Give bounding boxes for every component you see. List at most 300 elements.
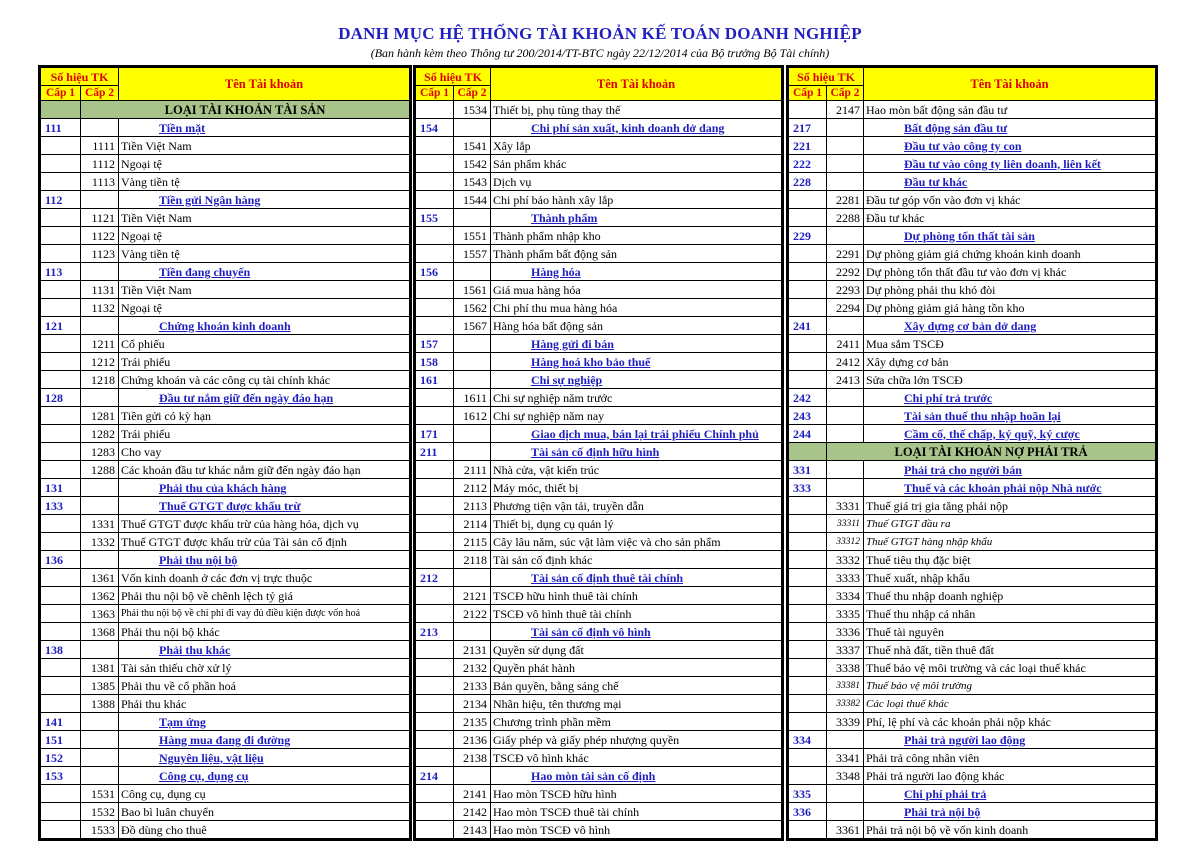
account-code-level-2: 2132 [454, 659, 491, 677]
account-code-level-2: 1121 [81, 209, 119, 227]
account-code-level-1-empty [789, 245, 827, 263]
account-name: Tài sản cố định vô hình [491, 623, 782, 641]
account-code-level-2-empty [454, 443, 491, 461]
account-name: Thuế GTGT hàng nhập khẩu [864, 533, 1156, 551]
account-code-level-1: 112 [41, 191, 81, 209]
account-code-level-2: 1361 [81, 569, 119, 587]
account-code-level-1: 152 [41, 749, 81, 767]
account-row-level-2 [416, 389, 782, 407]
account-row-level-1 [789, 425, 1156, 443]
account-code-level-1-empty [416, 659, 454, 677]
account-code-level-2-empty [454, 263, 491, 281]
account-code-level-1-empty [41, 137, 81, 155]
account-code-level-1-empty [416, 155, 454, 173]
account-row-level-2 [416, 137, 782, 155]
account-code-level-2: 1112 [81, 155, 119, 173]
account-code-level-1-empty [789, 641, 827, 659]
account-code-level-2: 2412 [827, 353, 864, 371]
account-code-level-2: 1111 [81, 137, 119, 155]
account-code-level-2-empty [81, 749, 119, 767]
account-row-level-2 [789, 767, 1156, 785]
account-code-level-2: 1288 [81, 461, 119, 479]
account-name: Tiền đang chuyển [119, 263, 410, 281]
account-code-level-2: 2288 [827, 209, 864, 227]
account-name: TSCĐ vô hình khác [491, 749, 782, 767]
account-code-level-1-empty [789, 749, 827, 767]
account-code-level-2: 1332 [81, 533, 119, 551]
account-code-level-2-empty [827, 155, 864, 173]
header-ten-tai-khoan: Tên Tài khoản [864, 68, 1156, 101]
account-code-level-2: 1331 [81, 515, 119, 533]
account-name: Thuế xuất, nhập khẩu [864, 569, 1156, 587]
account-name: Chi phí phải trả [864, 785, 1156, 803]
account-name: Nhãn hiệu, tên thương mại [491, 695, 782, 713]
account-row-level-2 [41, 785, 410, 803]
account-table-column-1 [38, 65, 412, 841]
account-code-level-2-empty [454, 569, 491, 587]
account-name: Đầu tư vào công ty liên doanh, liên kết [864, 155, 1156, 173]
account-row-level-2 [789, 659, 1156, 677]
account-code-level-2: 2113 [454, 497, 491, 515]
account-name: Phải thu nội bộ [119, 551, 410, 569]
account-row-level-1 [789, 137, 1156, 155]
account-code-level-1-empty [41, 425, 81, 443]
account-code-level-2: 3339 [827, 713, 864, 731]
account-row-level-1 [41, 263, 410, 281]
account-name: Quyền sử dụng đất [491, 641, 782, 659]
account-name: Chi phí trả trước [864, 389, 1156, 407]
account-row-level-2 [789, 551, 1156, 569]
header-cap-2: Cấp 2 [81, 86, 119, 101]
account-code-level-1-empty [416, 389, 454, 407]
account-code-level-2-empty [454, 335, 491, 353]
account-code-level-1-empty [41, 209, 81, 227]
account-row-level-1 [416, 623, 782, 641]
account-row-level-2 [789, 353, 1156, 371]
account-code-level-1-empty [416, 515, 454, 533]
account-name: Chi phí sản xuất, kinh doanh dở dang [491, 119, 782, 137]
account-name: Thuế bảo vệ môi trường [864, 677, 1156, 695]
account-row-level-1 [41, 641, 410, 659]
account-code-level-1-empty [789, 335, 827, 353]
account-code-level-1-empty [41, 785, 81, 803]
account-name: Dự phòng giảm giá hàng tồn kho [864, 299, 1156, 317]
account-code-level-1-empty [41, 299, 81, 317]
account-code-level-1-empty [41, 353, 81, 371]
account-code-level-1-empty [789, 713, 827, 731]
account-code-level-2: 2292 [827, 263, 864, 281]
account-code-level-2: 3333 [827, 569, 864, 587]
account-code-level-1-empty [41, 569, 81, 587]
account-code-level-1-empty [41, 515, 81, 533]
account-row-level-2 [789, 677, 1156, 695]
account-row-level-1 [789, 731, 1156, 749]
account-name: Dự phòng tổn thất đầu tư vào đơn vị khác [864, 263, 1156, 281]
account-row-level-2 [41, 155, 410, 173]
account-code-level-2: 1385 [81, 677, 119, 695]
account-name: Đồ dùng cho thuê [119, 821, 410, 839]
account-name: Tiền gửi Ngân hàng [119, 191, 410, 209]
account-row-level-2 [789, 515, 1156, 533]
account-row-level-2 [789, 497, 1156, 515]
account-code-level-1-empty [789, 677, 827, 695]
account-code-level-2: 2135 [454, 713, 491, 731]
account-row-level-2 [41, 515, 410, 533]
account-name: Xây dựng cơ bản [864, 353, 1156, 371]
account-code-level-1-empty [41, 155, 81, 173]
account-code-level-2: 1368 [81, 623, 119, 641]
account-code-level-1-empty [789, 353, 827, 371]
account-name: Tài sản cố định khác [491, 551, 782, 569]
account-row-level-2 [416, 749, 782, 767]
account-code-level-2: 1363 [81, 605, 119, 623]
account-code-level-2: 1131 [81, 281, 119, 299]
account-code-level-2: 3336 [827, 623, 864, 641]
section-title: LOẠI TÀI KHOẢN NỢ PHẢI TRẢ [827, 443, 1156, 461]
account-code-level-1: 113 [41, 263, 81, 281]
account-code-level-1: 214 [416, 767, 454, 785]
account-row-level-2 [789, 245, 1156, 263]
section-title: LOẠI TÀI KHOẢN TÀI SẢN [81, 101, 410, 119]
account-code-level-1-empty [789, 263, 827, 281]
account-name: Thuế tài nguyên [864, 623, 1156, 641]
account-row-level-2 [41, 137, 410, 155]
account-name: Xây lắp [491, 137, 782, 155]
account-code-level-1-empty [789, 551, 827, 569]
account-row-level-1 [789, 173, 1156, 191]
account-code-level-1-empty [416, 497, 454, 515]
account-row-level-2 [416, 695, 782, 713]
account-code-level-1-empty [416, 821, 454, 839]
account-code-level-1-empty [41, 695, 81, 713]
account-row-level-2 [41, 245, 410, 263]
account-code-level-1-empty [41, 227, 81, 245]
account-name: Phải trả người lao động khác [864, 767, 1156, 785]
account-name: Thành phẩm [491, 209, 782, 227]
account-code-level-1-empty [41, 443, 81, 461]
account-code-level-2-empty [827, 803, 864, 821]
account-name: Trái phiếu [119, 353, 410, 371]
account-row-level-2 [416, 659, 782, 677]
account-code-level-2: 2121 [454, 587, 491, 605]
account-code-level-1-empty [416, 587, 454, 605]
account-name: Sản phẩm khác [491, 155, 782, 173]
account-code-level-1-empty [416, 245, 454, 263]
account-code-level-1: 128 [41, 389, 81, 407]
header-cap-2: Cấp 2 [454, 86, 491, 101]
account-code-level-1: 244 [789, 425, 827, 443]
account-row-level-2 [41, 299, 410, 317]
section-header-row [789, 443, 1156, 461]
account-code-level-2: 2147 [827, 101, 864, 119]
account-code-level-1-empty [416, 749, 454, 767]
account-code-level-1-empty [416, 641, 454, 659]
account-row-level-2 [416, 155, 782, 173]
account-code-level-1: 141 [41, 713, 81, 731]
account-code-level-2: 2111 [454, 461, 491, 479]
header-so-hieu: Số hiệu TK [416, 68, 491, 86]
account-code-level-1-empty [789, 101, 827, 119]
account-row-level-2 [789, 263, 1156, 281]
account-name: Hàng mua đang đi đường [119, 731, 410, 749]
account-code-level-2-empty [81, 551, 119, 569]
account-row-level-1 [41, 731, 410, 749]
account-name: Tài sản cố định hữu hình [491, 443, 782, 461]
account-row-level-2 [789, 281, 1156, 299]
account-code-level-2: 1561 [454, 281, 491, 299]
account-code-level-2: 3341 [827, 749, 864, 767]
account-name: Phải thu về cổ phần hoá [119, 677, 410, 695]
account-name: Tạm ứng [119, 713, 410, 731]
account-name: Thiết bị, phụ tùng thay thế [491, 101, 782, 119]
account-code-level-1-empty [789, 695, 827, 713]
account-code-level-1-empty [789, 587, 827, 605]
account-row-level-2 [416, 227, 782, 245]
account-code-level-1-empty [789, 191, 827, 209]
account-code-level-1-empty [416, 551, 454, 569]
account-code-level-1: 155 [416, 209, 454, 227]
account-row-level-1 [41, 317, 410, 335]
account-name: Chứng khoán kinh doanh [119, 317, 410, 335]
account-row-level-2 [41, 425, 410, 443]
account-name: Phải thu nội bộ khác [119, 623, 410, 641]
account-code-level-1: 133 [41, 497, 81, 515]
account-code-level-1: 213 [416, 623, 454, 641]
account-name: Hàng hoá kho bảo thuế [491, 353, 782, 371]
account-code-level-2: 1531 [81, 785, 119, 803]
header-ten-tai-khoan: Tên Tài khoản [119, 68, 410, 101]
account-row-level-2 [789, 623, 1156, 641]
account-row-level-2 [41, 281, 410, 299]
account-name: Tiền gửi có kỳ hạn [119, 407, 410, 425]
header-cap-1: Cấp 1 [789, 86, 827, 101]
account-row-level-2 [41, 677, 410, 695]
account-code-level-1-empty [789, 533, 827, 551]
account-code-level-2-empty [454, 119, 491, 137]
account-row-level-2 [416, 101, 782, 119]
account-name: Thiết bị, dụng cụ quản lý [491, 515, 782, 533]
account-code-level-2: 2294 [827, 299, 864, 317]
section-header-row [41, 101, 410, 119]
account-code-level-2: 1281 [81, 407, 119, 425]
account-row-level-2 [789, 587, 1156, 605]
account-name: Thành phẩm nhập kho [491, 227, 782, 245]
account-code-level-2: 1532 [81, 803, 119, 821]
account-row-level-2 [41, 173, 410, 191]
account-code-level-2-empty [827, 119, 864, 137]
account-row-level-1 [789, 461, 1156, 479]
account-code-level-2: 2112 [454, 479, 491, 497]
account-code-level-1: 242 [789, 389, 827, 407]
account-row-level-1 [789, 155, 1156, 173]
account-name: Giao dịch mua, bán lại trái phiếu Chính phủ [491, 425, 782, 443]
account-name: Ngoại tệ [119, 227, 410, 245]
account-row-level-1 [416, 443, 782, 461]
account-code-level-1: 334 [789, 731, 827, 749]
account-code-level-2-empty [81, 389, 119, 407]
account-code-level-2: 3331 [827, 497, 864, 515]
account-name: Chi sự nghiệp năm nay [491, 407, 782, 425]
account-row-level-2 [416, 713, 782, 731]
account-name: Vàng tiền tệ [119, 245, 410, 263]
account-row-level-2 [41, 227, 410, 245]
account-name: Đầu tư khác [864, 209, 1156, 227]
account-code-level-2: 1211 [81, 335, 119, 353]
account-code-level-1: 228 [789, 173, 827, 191]
account-code-level-2: 33312 [827, 533, 864, 551]
account-code-level-1-empty [416, 695, 454, 713]
account-code-level-2: 2281 [827, 191, 864, 209]
account-row-level-2 [41, 443, 410, 461]
account-row-level-2 [789, 371, 1156, 389]
account-code-level-2: 3361 [827, 821, 864, 839]
account-code-level-2: 1283 [81, 443, 119, 461]
account-row-level-1 [789, 119, 1156, 137]
account-code-level-1: 111 [41, 119, 81, 137]
account-row-level-2 [789, 209, 1156, 227]
account-row-level-1 [41, 767, 410, 785]
account-row-level-2 [41, 371, 410, 389]
account-code-level-1: 138 [41, 641, 81, 659]
account-code-level-2: 1541 [454, 137, 491, 155]
account-name: Cho vay [119, 443, 410, 461]
account-code-level-1-empty [41, 623, 81, 641]
account-name: Đầu tư khác [864, 173, 1156, 191]
account-code-level-1-empty [416, 173, 454, 191]
account-code-level-1: 217 [789, 119, 827, 137]
account-name: Thuế thu nhập cá nhân [864, 605, 1156, 623]
account-name: Phải thu nội bộ về chênh lệch tỷ giá [119, 587, 410, 605]
account-row-level-2 [789, 533, 1156, 551]
account-code-level-1: 131 [41, 479, 81, 497]
account-code-level-1: 153 [41, 767, 81, 785]
account-code-level-2: 2136 [454, 731, 491, 749]
account-name: TSCĐ hữu hình thuê tài chính [491, 587, 782, 605]
account-row-level-1 [416, 371, 782, 389]
account-code-level-2: 3335 [827, 605, 864, 623]
account-name: Các loại thuế khác [864, 695, 1156, 713]
account-code-level-2: 2293 [827, 281, 864, 299]
account-code-level-2-empty [81, 317, 119, 335]
account-name: Dự phòng tổn thất tài sản [864, 227, 1156, 245]
account-code-level-1-empty [41, 407, 81, 425]
account-name: Phải trả nội bộ [864, 803, 1156, 821]
account-name: Chương trình phần mềm [491, 713, 782, 731]
account-table-column-3 [786, 65, 1158, 841]
account-name: Chi phí bảo hành xây lắp [491, 191, 782, 209]
account-code-level-1: 136 [41, 551, 81, 569]
account-name: Phải thu của khách hàng [119, 479, 410, 497]
account-name: Thuế GTGT được khấu trừ [119, 497, 410, 515]
account-name: Hao mòn TSCĐ vô hình [491, 821, 782, 839]
account-code-level-2: 1533 [81, 821, 119, 839]
account-code-level-2: 2134 [454, 695, 491, 713]
account-name: Phải thu khác [119, 641, 410, 659]
account-row-level-1 [416, 263, 782, 281]
account-name: Thuế GTGT đầu ra [864, 515, 1156, 533]
account-row-level-2 [416, 299, 782, 317]
account-name: Máy móc, thiết bị [491, 479, 782, 497]
account-name: Hao mòn tài sản cố định [491, 767, 782, 785]
account-row-level-2 [416, 281, 782, 299]
account-name: Bao bì luân chuyển [119, 803, 410, 821]
account-name: Dự phòng phải thu khó đòi [864, 281, 1156, 299]
account-row-level-2 [416, 245, 782, 263]
account-name: Các khoản đầu tư khác nắm giữ đến ngày đáo hạn [119, 461, 410, 479]
account-name: Chi sự nghiệp năm trước [491, 389, 782, 407]
account-code-level-2: 33382 [827, 695, 864, 713]
account-code-level-1-empty [789, 659, 827, 677]
account-row-level-1 [416, 119, 782, 137]
account-code-level-2-empty [454, 353, 491, 371]
account-code-level-1-empty [41, 461, 81, 479]
account-code-level-1: 241 [789, 317, 827, 335]
account-row-level-1 [41, 713, 410, 731]
account-row-level-2 [41, 587, 410, 605]
account-row-level-2 [789, 695, 1156, 713]
account-code-level-2: 1534 [454, 101, 491, 119]
account-row-level-2 [789, 299, 1156, 317]
account-code-level-1-empty [41, 173, 81, 191]
account-code-level-1-empty [41, 245, 81, 263]
account-row-level-2 [789, 335, 1156, 353]
account-code-level-1-empty [789, 821, 827, 839]
account-row-level-1 [41, 479, 410, 497]
account-row-level-2 [41, 803, 410, 821]
account-code-level-1-empty [416, 731, 454, 749]
account-name: Hàng hóa [491, 263, 782, 281]
account-code-level-1: 121 [41, 317, 81, 335]
account-row-level-2 [41, 605, 410, 623]
account-code-level-1: 331 [789, 461, 827, 479]
account-code-level-1-empty [789, 281, 827, 299]
account-code-level-1-empty [416, 137, 454, 155]
account-code-level-2: 1567 [454, 317, 491, 335]
account-table [415, 67, 782, 839]
account-row-level-2 [41, 209, 410, 227]
account-name: Thành phẩm bất động sản [491, 245, 782, 263]
account-name: Thuế và các khoản phải nộp Nhà nước [864, 479, 1156, 497]
account-row-level-2 [416, 677, 782, 695]
account-name: Vàng tiền tệ [119, 173, 410, 191]
account-row-level-1 [416, 569, 782, 587]
account-name: Thuế nhà đất, tiền thuê đất [864, 641, 1156, 659]
account-row-level-1 [41, 191, 410, 209]
account-row-level-1 [416, 335, 782, 353]
account-name: Nhà cửa, vật kiến trúc [491, 461, 782, 479]
account-code-level-2-empty [81, 263, 119, 281]
account-row-level-1 [789, 479, 1156, 497]
account-code-level-2: 1551 [454, 227, 491, 245]
account-name: Mua sắm TSCĐ [864, 335, 1156, 353]
account-code-level-1-empty [416, 461, 454, 479]
account-code-level-2: 2291 [827, 245, 864, 263]
account-code-level-2: 2118 [454, 551, 491, 569]
account-code-level-1-empty [41, 335, 81, 353]
account-name: Dịch vụ [491, 173, 782, 191]
account-row-level-2 [416, 821, 782, 839]
account-row-level-2 [416, 803, 782, 821]
account-row-level-2 [416, 731, 782, 749]
account-code-level-2-empty [827, 137, 864, 155]
account-code-level-2-empty [827, 389, 864, 407]
account-code-level-1: 333 [789, 479, 827, 497]
account-code-level-2: 3348 [827, 767, 864, 785]
account-code-level-2: 1562 [454, 299, 491, 317]
account-row-level-2 [416, 605, 782, 623]
header-cap-2: Cấp 2 [827, 86, 864, 101]
account-row-level-2 [416, 785, 782, 803]
